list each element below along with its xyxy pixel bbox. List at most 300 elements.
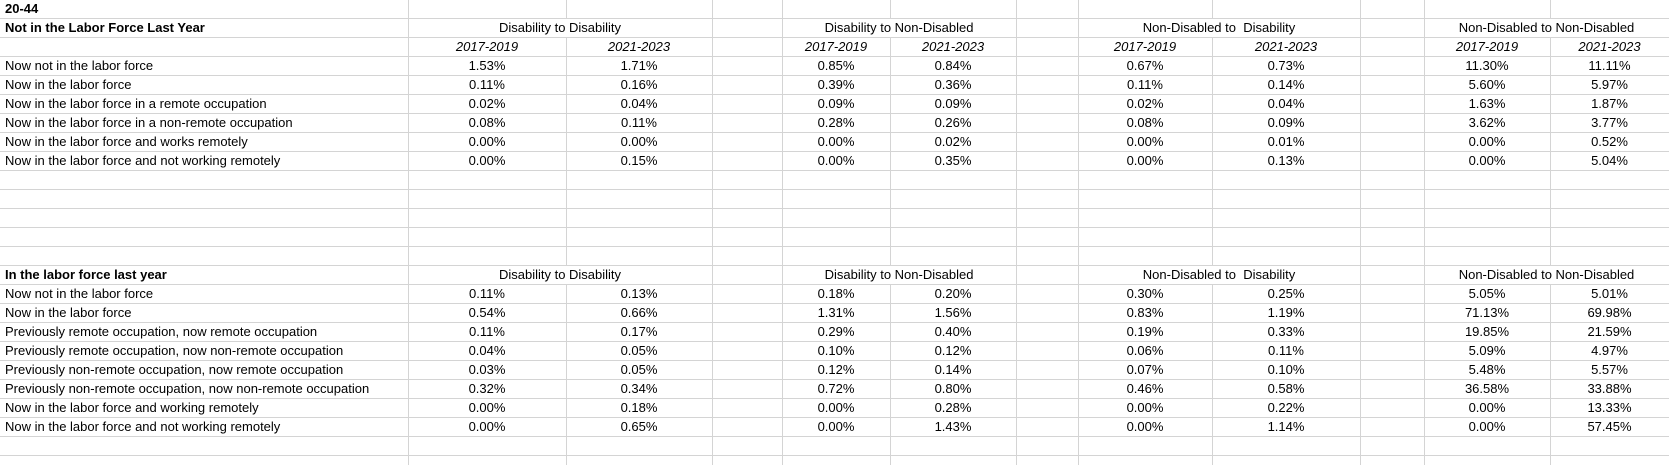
- value-cell[interactable]: 0.65%: [566, 418, 712, 437]
- empty-cell[interactable]: [0, 437, 408, 456]
- row-label-cell[interactable]: Now in the labor force and working remotely: [0, 399, 408, 418]
- spacer-cell[interactable]: [1360, 266, 1424, 285]
- empty-cell[interactable]: [782, 209, 890, 228]
- empty-cell[interactable]: [1550, 228, 1669, 247]
- spacer-cell[interactable]: [1016, 171, 1078, 190]
- value-cell[interactable]: 0.09%: [1212, 114, 1360, 133]
- empty-cell[interactable]: [408, 171, 566, 190]
- value-cell[interactable]: 4.97%: [1550, 342, 1669, 361]
- value-cell[interactable]: 0.09%: [890, 95, 1016, 114]
- value-cell[interactable]: 0.00%: [1424, 399, 1550, 418]
- spacer-cell[interactable]: [1016, 418, 1078, 437]
- empty-cell[interactable]: [408, 247, 566, 266]
- year-header-cell[interactable]: 2017-2019: [1078, 38, 1212, 57]
- spacer-cell[interactable]: [1360, 437, 1424, 456]
- year-header-cell[interactable]: 2017-2019: [1424, 38, 1550, 57]
- value-cell[interactable]: 0.13%: [1212, 152, 1360, 171]
- spacer-cell[interactable]: [712, 209, 782, 228]
- value-cell[interactable]: 0.72%: [782, 380, 890, 399]
- value-cell[interactable]: 0.00%: [782, 133, 890, 152]
- value-cell[interactable]: 0.34%: [566, 380, 712, 399]
- spacer-cell[interactable]: [1360, 456, 1424, 466]
- value-cell[interactable]: 0.12%: [782, 361, 890, 380]
- spacer-cell[interactable]: [1360, 418, 1424, 437]
- empty-cell[interactable]: [0, 38, 408, 57]
- value-cell[interactable]: 0.30%: [1078, 285, 1212, 304]
- value-cell[interactable]: 1.53%: [408, 57, 566, 76]
- value-cell[interactable]: 5.60%: [1424, 76, 1550, 95]
- group-header-cell[interactable]: Non-Disabled to Non-Disabled: [1424, 266, 1669, 285]
- value-cell[interactable]: 0.11%: [408, 323, 566, 342]
- value-cell[interactable]: 0.39%: [782, 76, 890, 95]
- value-cell[interactable]: 0.00%: [782, 152, 890, 171]
- spacer-cell[interactable]: [712, 266, 782, 285]
- spacer-cell[interactable]: [712, 285, 782, 304]
- value-cell[interactable]: 0.52%: [1550, 133, 1669, 152]
- spacer-cell[interactable]: [1360, 133, 1424, 152]
- spacer-cell[interactable]: [1360, 247, 1424, 266]
- empty-cell[interactable]: [566, 228, 712, 247]
- empty-cell[interactable]: [1078, 456, 1212, 466]
- value-cell[interactable]: 3.62%: [1424, 114, 1550, 133]
- value-cell[interactable]: 33.88%: [1550, 380, 1669, 399]
- spacer-cell[interactable]: [1016, 38, 1078, 57]
- spacer-cell[interactable]: [1360, 380, 1424, 399]
- value-cell[interactable]: 0.00%: [782, 418, 890, 437]
- empty-cell[interactable]: [408, 456, 566, 466]
- value-cell[interactable]: 0.11%: [408, 76, 566, 95]
- value-cell[interactable]: 1.87%: [1550, 95, 1669, 114]
- value-cell[interactable]: 0.00%: [1424, 418, 1550, 437]
- spacer-cell[interactable]: [1360, 171, 1424, 190]
- spacer-cell[interactable]: [712, 342, 782, 361]
- value-cell[interactable]: 0.00%: [1424, 152, 1550, 171]
- empty-cell[interactable]: [1078, 247, 1212, 266]
- empty-cell[interactable]: [1212, 0, 1360, 19]
- empty-cell[interactable]: [408, 0, 566, 19]
- value-cell[interactable]: 1.63%: [1424, 95, 1550, 114]
- spacer-cell[interactable]: [712, 19, 782, 38]
- empty-cell[interactable]: [0, 247, 408, 266]
- spacer-cell[interactable]: [712, 114, 782, 133]
- value-cell[interactable]: 0.28%: [890, 399, 1016, 418]
- spacer-cell[interactable]: [1360, 361, 1424, 380]
- value-cell[interactable]: 5.05%: [1424, 285, 1550, 304]
- value-cell[interactable]: 5.97%: [1550, 76, 1669, 95]
- spacer-cell[interactable]: [712, 437, 782, 456]
- value-cell[interactable]: 0.73%: [1212, 57, 1360, 76]
- value-cell[interactable]: 0.14%: [1212, 76, 1360, 95]
- empty-cell[interactable]: [1078, 437, 1212, 456]
- empty-cell[interactable]: [1550, 437, 1669, 456]
- value-cell[interactable]: 0.05%: [566, 342, 712, 361]
- spacer-cell[interactable]: [712, 247, 782, 266]
- spacer-cell[interactable]: [1016, 380, 1078, 399]
- value-cell[interactable]: 0.11%: [1212, 342, 1360, 361]
- value-cell[interactable]: 0.18%: [782, 285, 890, 304]
- spacer-cell[interactable]: [1016, 304, 1078, 323]
- row-label-cell[interactable]: Now in the labor force and works remotely: [0, 133, 408, 152]
- row-label-cell[interactable]: Now in the labor force in a non-remote occupation: [0, 114, 408, 133]
- value-cell[interactable]: 0.18%: [566, 399, 712, 418]
- value-cell[interactable]: 0.08%: [408, 114, 566, 133]
- group-header-cell[interactable]: Non-Disabled to Disability: [1078, 266, 1360, 285]
- row-label-cell[interactable]: Previously non-remote occupation, now remote occupation: [0, 361, 408, 380]
- spacer-cell[interactable]: [712, 418, 782, 437]
- value-cell[interactable]: 1.19%: [1212, 304, 1360, 323]
- table-row: [0, 114, 1669, 133]
- empty-cell[interactable]: [890, 247, 1016, 266]
- empty-cell[interactable]: [1078, 171, 1212, 190]
- value-cell[interactable]: 0.35%: [890, 152, 1016, 171]
- spacer-cell[interactable]: [712, 95, 782, 114]
- value-cell[interactable]: 0.28%: [782, 114, 890, 133]
- spacer-cell[interactable]: [1360, 19, 1424, 38]
- value-cell[interactable]: 0.40%: [890, 323, 1016, 342]
- spacer-cell[interactable]: [712, 0, 782, 19]
- value-cell[interactable]: 0.20%: [890, 285, 1016, 304]
- empty-cell[interactable]: [1550, 190, 1669, 209]
- age-group-cell[interactable]: 20-44: [0, 0, 408, 19]
- year-header-cell[interactable]: 2021-2023: [1212, 38, 1360, 57]
- empty-cell[interactable]: [782, 171, 890, 190]
- spacer-cell[interactable]: [1360, 209, 1424, 228]
- row-label-cell[interactable]: Now in the labor force: [0, 76, 408, 95]
- value-cell[interactable]: 1.31%: [782, 304, 890, 323]
- value-cell[interactable]: 0.11%: [566, 114, 712, 133]
- empty-cell[interactable]: [1550, 456, 1669, 466]
- empty-cell[interactable]: [1550, 247, 1669, 266]
- value-cell[interactable]: 0.02%: [408, 95, 566, 114]
- empty-cell[interactable]: [1212, 247, 1360, 266]
- row-label-cell[interactable]: Now in the labor force: [0, 304, 408, 323]
- empty-cell[interactable]: [408, 209, 566, 228]
- spacer-cell[interactable]: [1360, 38, 1424, 57]
- empty-cell[interactable]: [1078, 190, 1212, 209]
- empty-cell[interactable]: [566, 247, 712, 266]
- spacer-cell[interactable]: [1360, 114, 1424, 133]
- value-cell[interactable]: 0.00%: [408, 152, 566, 171]
- spacer-cell[interactable]: [712, 361, 782, 380]
- empty-cell[interactable]: [566, 190, 712, 209]
- table-row: [0, 95, 1669, 114]
- row-label-cell[interactable]: Now in the labor force in a remote occupation: [0, 95, 408, 114]
- row-label-cell[interactable]: Previously non-remote occupation, now non-remote occupation: [0, 380, 408, 399]
- empty-cell[interactable]: [782, 437, 890, 456]
- value-cell[interactable]: 0.11%: [1078, 76, 1212, 95]
- spacer-cell[interactable]: [712, 152, 782, 171]
- value-cell[interactable]: 5.01%: [1550, 285, 1669, 304]
- empty-cell[interactable]: [890, 171, 1016, 190]
- empty-cell[interactable]: [1078, 0, 1212, 19]
- value-cell[interactable]: 0.04%: [408, 342, 566, 361]
- spacer-cell[interactable]: [712, 304, 782, 323]
- empty-cell[interactable]: [1424, 437, 1550, 456]
- year-header-cell[interactable]: 2021-2023: [1550, 38, 1669, 57]
- value-cell[interactable]: 0.00%: [1078, 399, 1212, 418]
- value-cell[interactable]: 0.84%: [890, 57, 1016, 76]
- spacer-cell[interactable]: [1360, 304, 1424, 323]
- spacer-cell[interactable]: [1016, 0, 1078, 19]
- spacer-cell[interactable]: [1360, 57, 1424, 76]
- empty-cell[interactable]: [1078, 228, 1212, 247]
- spacer-cell[interactable]: [1360, 0, 1424, 19]
- value-cell[interactable]: 69.98%: [1550, 304, 1669, 323]
- value-cell[interactable]: 5.04%: [1550, 152, 1669, 171]
- year-header-cell[interactable]: 2021-2023: [566, 38, 712, 57]
- value-cell[interactable]: 0.29%: [782, 323, 890, 342]
- value-cell[interactable]: 0.01%: [1212, 133, 1360, 152]
- empty-cell[interactable]: [1078, 209, 1212, 228]
- spacer-cell[interactable]: [1360, 190, 1424, 209]
- empty-cell[interactable]: [1424, 247, 1550, 266]
- value-cell[interactable]: 0.00%: [1424, 133, 1550, 152]
- row-label-cell[interactable]: Previously remote occupation, now remote occupation: [0, 323, 408, 342]
- value-cell[interactable]: 0.17%: [566, 323, 712, 342]
- value-cell[interactable]: 0.15%: [566, 152, 712, 171]
- empty-cell[interactable]: [1424, 190, 1550, 209]
- row-label-cell[interactable]: Now not in the labor force: [0, 285, 408, 304]
- spacer-cell[interactable]: [1360, 342, 1424, 361]
- value-cell[interactable]: 13.33%: [1550, 399, 1669, 418]
- value-cell[interactable]: 0.54%: [408, 304, 566, 323]
- spacer-cell[interactable]: [712, 228, 782, 247]
- empty-cell[interactable]: [1424, 171, 1550, 190]
- value-cell[interactable]: 0.25%: [1212, 285, 1360, 304]
- empty-cell[interactable]: [890, 456, 1016, 466]
- value-cell[interactable]: 0.00%: [1078, 152, 1212, 171]
- empty-cell[interactable]: [782, 0, 890, 19]
- empty-cell[interactable]: [408, 228, 566, 247]
- spacer-cell[interactable]: [1016, 437, 1078, 456]
- spacer-cell[interactable]: [1016, 190, 1078, 209]
- value-cell[interactable]: 0.80%: [890, 380, 1016, 399]
- empty-cell[interactable]: [566, 171, 712, 190]
- spacer-cell[interactable]: [712, 190, 782, 209]
- spacer-cell[interactable]: [1360, 228, 1424, 247]
- value-cell[interactable]: 0.33%: [1212, 323, 1360, 342]
- value-cell[interactable]: 71.13%: [1424, 304, 1550, 323]
- value-cell[interactable]: 0.10%: [1212, 361, 1360, 380]
- table-row: [0, 323, 1669, 342]
- value-cell[interactable]: 0.09%: [782, 95, 890, 114]
- group-header-cell[interactable]: Non-Disabled to Disability: [1078, 19, 1360, 38]
- spacer-cell[interactable]: [1016, 152, 1078, 171]
- spacer-cell[interactable]: [1016, 76, 1078, 95]
- empty-cell[interactable]: [0, 209, 408, 228]
- empty-cell[interactable]: [0, 228, 408, 247]
- empty-cell[interactable]: [1424, 209, 1550, 228]
- value-cell[interactable]: 1.43%: [890, 418, 1016, 437]
- empty-cell[interactable]: [1424, 0, 1550, 19]
- spacer-cell[interactable]: [712, 133, 782, 152]
- year-header-cell[interactable]: 2017-2019: [408, 38, 566, 57]
- empty-cell[interactable]: [1424, 456, 1550, 466]
- value-cell[interactable]: 0.00%: [408, 418, 566, 437]
- spacer-cell[interactable]: [1016, 342, 1078, 361]
- row-label-cell[interactable]: Now in the labor force and not working remotely: [0, 152, 408, 171]
- group-header-cell[interactable]: Disability to Non-Disabled: [782, 266, 1016, 285]
- value-cell[interactable]: 36.58%: [1424, 380, 1550, 399]
- empty-cell[interactable]: [1550, 209, 1669, 228]
- spacer-cell[interactable]: [1016, 266, 1078, 285]
- empty-cell[interactable]: [782, 228, 890, 247]
- empty-cell[interactable]: [0, 171, 408, 190]
- empty-cell[interactable]: [1212, 437, 1360, 456]
- value-cell[interactable]: 0.00%: [408, 399, 566, 418]
- empty-cell[interactable]: [890, 437, 1016, 456]
- empty-cell[interactable]: [566, 437, 712, 456]
- spacer-cell[interactable]: [1016, 456, 1078, 466]
- empty-cell[interactable]: [782, 247, 890, 266]
- empty-cell[interactable]: [1212, 228, 1360, 247]
- group-header-cell[interactable]: Non-Disabled to Non-Disabled: [1424, 19, 1669, 38]
- value-cell[interactable]: 0.46%: [1078, 380, 1212, 399]
- group-header-cell[interactable]: Disability to Disability: [408, 266, 712, 285]
- row-label-cell[interactable]: Now not in the labor force: [0, 57, 408, 76]
- spacer-cell[interactable]: [1360, 399, 1424, 418]
- value-cell[interactable]: 0.83%: [1078, 304, 1212, 323]
- spacer-cell[interactable]: [712, 323, 782, 342]
- value-cell[interactable]: 11.30%: [1424, 57, 1550, 76]
- value-cell[interactable]: 0.07%: [1078, 361, 1212, 380]
- value-cell[interactable]: 0.22%: [1212, 399, 1360, 418]
- value-cell[interactable]: 0.58%: [1212, 380, 1360, 399]
- value-cell[interactable]: 3.77%: [1550, 114, 1669, 133]
- empty-cell[interactable]: [566, 0, 712, 19]
- table-row: [0, 152, 1669, 171]
- empty-cell[interactable]: [890, 228, 1016, 247]
- spacer-cell[interactable]: [1016, 323, 1078, 342]
- value-cell[interactable]: 0.26%: [890, 114, 1016, 133]
- spacer-cell[interactable]: [1360, 285, 1424, 304]
- row-label-cell[interactable]: Now in the labor force and not working remotely: [0, 418, 408, 437]
- value-cell[interactable]: 0.06%: [1078, 342, 1212, 361]
- value-cell[interactable]: 0.13%: [566, 285, 712, 304]
- value-cell[interactable]: 0.14%: [890, 361, 1016, 380]
- empty-cell[interactable]: [1212, 190, 1360, 209]
- value-cell[interactable]: 0.05%: [566, 361, 712, 380]
- empty-cell[interactable]: [1212, 209, 1360, 228]
- value-cell[interactable]: 0.08%: [1078, 114, 1212, 133]
- value-cell[interactable]: 0.00%: [566, 133, 712, 152]
- empty-cell[interactable]: [1424, 228, 1550, 247]
- empty-cell[interactable]: [1550, 171, 1669, 190]
- spacer-cell[interactable]: [712, 38, 782, 57]
- value-cell[interactable]: 0.85%: [782, 57, 890, 76]
- value-cell[interactable]: 0.02%: [1078, 95, 1212, 114]
- value-cell[interactable]: 11.11%: [1550, 57, 1669, 76]
- spacer-cell[interactable]: [712, 399, 782, 418]
- value-cell[interactable]: 0.36%: [890, 76, 1016, 95]
- empty-cell[interactable]: [782, 190, 890, 209]
- spacer-cell[interactable]: [1360, 152, 1424, 171]
- value-cell[interactable]: 0.12%: [890, 342, 1016, 361]
- value-cell[interactable]: 0.66%: [566, 304, 712, 323]
- empty-cell[interactable]: [1212, 456, 1360, 466]
- table-row: [0, 342, 1669, 361]
- value-cell[interactable]: 0.02%: [890, 133, 1016, 152]
- spacer-cell[interactable]: [1016, 209, 1078, 228]
- value-cell[interactable]: 0.19%: [1078, 323, 1212, 342]
- value-cell[interactable]: 0.00%: [782, 399, 890, 418]
- spacer-cell[interactable]: [1016, 247, 1078, 266]
- spacer-cell[interactable]: [712, 380, 782, 399]
- spacer-cell[interactable]: [1360, 76, 1424, 95]
- table-row: [0, 247, 1669, 266]
- value-cell[interactable]: 0.67%: [1078, 57, 1212, 76]
- spacer-cell[interactable]: [712, 57, 782, 76]
- value-cell[interactable]: 5.48%: [1424, 361, 1550, 380]
- empty-cell[interactable]: [566, 456, 712, 466]
- spacer-cell[interactable]: [1016, 361, 1078, 380]
- year-header-cell[interactable]: 2021-2023: [890, 38, 1016, 57]
- value-cell[interactable]: 1.14%: [1212, 418, 1360, 437]
- spacer-cell[interactable]: [1016, 285, 1078, 304]
- value-cell[interactable]: 0.10%: [782, 342, 890, 361]
- value-cell[interactable]: 19.85%: [1424, 323, 1550, 342]
- table-row: [0, 228, 1669, 247]
- value-cell[interactable]: 0.00%: [1078, 418, 1212, 437]
- value-cell[interactable]: 1.56%: [890, 304, 1016, 323]
- spacer-cell[interactable]: [1016, 228, 1078, 247]
- spacer-cell[interactable]: [1016, 57, 1078, 76]
- group-header-cell[interactable]: Disability to Non-Disabled: [782, 19, 1016, 38]
- value-cell[interactable]: 0.04%: [566, 95, 712, 114]
- empty-cell[interactable]: [1212, 171, 1360, 190]
- spacer-cell[interactable]: [1016, 133, 1078, 152]
- group-header-cell[interactable]: Disability to Disability: [408, 19, 712, 38]
- empty-cell[interactable]: [890, 0, 1016, 19]
- table-row: [0, 190, 1669, 209]
- value-cell[interactable]: 21.59%: [1550, 323, 1669, 342]
- value-cell[interactable]: 0.00%: [1078, 133, 1212, 152]
- spacer-cell[interactable]: [1016, 95, 1078, 114]
- table1-title-cell[interactable]: Not in the Labor Force Last Year: [0, 19, 408, 38]
- spacer-cell[interactable]: [1360, 95, 1424, 114]
- empty-cell[interactable]: [782, 456, 890, 466]
- value-cell[interactable]: 0.00%: [408, 133, 566, 152]
- empty-cell[interactable]: [0, 190, 408, 209]
- value-cell[interactable]: 5.57%: [1550, 361, 1669, 380]
- value-cell[interactable]: 0.11%: [408, 285, 566, 304]
- spacer-cell[interactable]: [1016, 399, 1078, 418]
- table2-title-cell[interactable]: In the labor force last year: [0, 266, 408, 285]
- empty-cell[interactable]: [890, 190, 1016, 209]
- empty-cell[interactable]: [890, 209, 1016, 228]
- empty-cell[interactable]: [566, 209, 712, 228]
- value-cell[interactable]: 0.16%: [566, 76, 712, 95]
- spacer-cell[interactable]: [1016, 114, 1078, 133]
- value-cell[interactable]: 5.09%: [1424, 342, 1550, 361]
- value-cell[interactable]: 0.04%: [1212, 95, 1360, 114]
- empty-cell[interactable]: [408, 190, 566, 209]
- spacer-cell[interactable]: [712, 76, 782, 95]
- value-cell[interactable]: 1.71%: [566, 57, 712, 76]
- row-label-cell[interactable]: Previously remote occupation, now non-remote occupation: [0, 342, 408, 361]
- value-cell[interactable]: 57.45%: [1550, 418, 1669, 437]
- empty-cell[interactable]: [0, 456, 408, 466]
- spacer-cell[interactable]: [1016, 19, 1078, 38]
- year-header-cell[interactable]: 2017-2019: [782, 38, 890, 57]
- spacer-cell[interactable]: [712, 171, 782, 190]
- spacer-cell[interactable]: [1360, 323, 1424, 342]
- spacer-cell[interactable]: [712, 456, 782, 466]
- empty-cell[interactable]: [408, 437, 566, 456]
- value-cell[interactable]: 0.32%: [408, 380, 566, 399]
- value-cell[interactable]: 0.03%: [408, 361, 566, 380]
- empty-cell[interactable]: [1550, 0, 1669, 19]
